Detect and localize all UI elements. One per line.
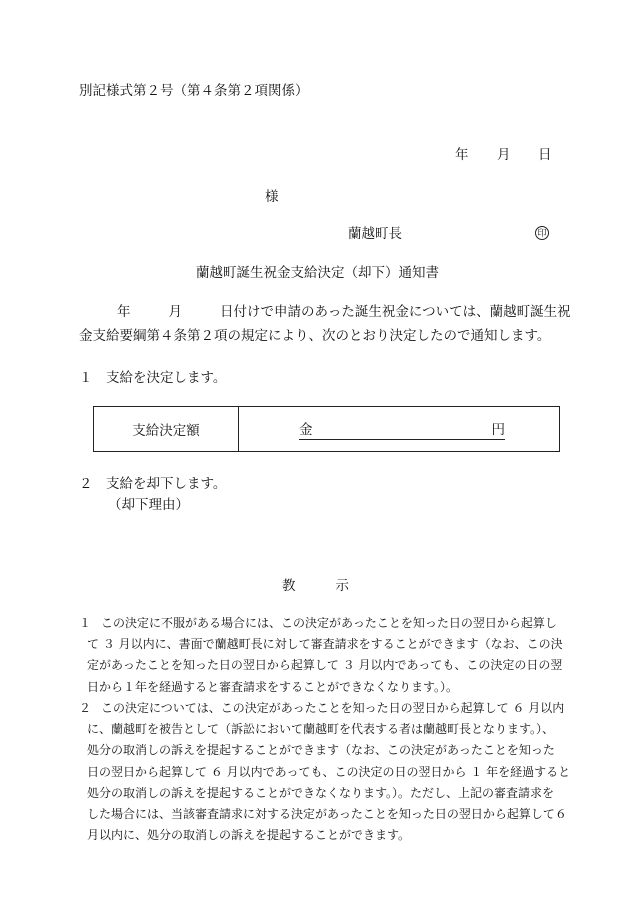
- payment-amount-label: 支給決定額: [94, 407, 239, 451]
- instructions-title-part1: 教: [282, 578, 296, 594]
- intro-line-2: 金支給要綱第４条第２項の規定により、次のとおり決定したので通知します。: [79, 328, 551, 344]
- instruction-item-1-line: 定があったことを知った日の翌日から起算して ３ 月以内であっても、この決定の日の翌: [87, 658, 563, 673]
- date-month-label: 月: [497, 147, 511, 163]
- instruction-item-2-line: 日の翌日から起算して ６ 月以内であっても、この決定の日の翌日から １ 年を経過すると: [87, 764, 571, 779]
- instruction-item-1: [79, 613, 563, 698]
- instruction-item-2-line: この決定については、この決定があったことを知った日の翌日から起算して ６ 月以内: [101, 701, 565, 715]
- date-year-label: 年: [455, 147, 469, 163]
- instruction-item-2: [79, 698, 571, 846]
- intro-line-1: [79, 303, 571, 321]
- intro-year-label: 年: [117, 304, 131, 320]
- instruction-item-1-number: １: [79, 616, 92, 630]
- rejection-reason-label: （却下理由）: [108, 497, 189, 513]
- instruction-item-1-line: 日から１年を経過すると審査請求をすることができなくなります。）。: [87, 679, 459, 694]
- issuer-name: 蘭越町長: [348, 226, 402, 242]
- intro-month-label: 月: [168, 304, 182, 320]
- document-title: 蘭越町誕生祝金支給決定（却下）通知書: [196, 265, 439, 281]
- amount-underline: [299, 421, 505, 440]
- date-day-label: 日: [538, 147, 552, 163]
- section-approve-heading: １ 支給を決定します。: [79, 370, 227, 386]
- instruction-item-2-line: した場合には、当該審査請求に対する決定があったことを知った日の翌日から起算して６: [87, 807, 567, 822]
- instruction-item-1-line: て ３ 月以内に、書面で蘭越町長に対して審査請求をすることができます（なお、この決: [87, 637, 563, 652]
- addressee-suffix: 様: [265, 189, 279, 205]
- payment-amount-cell: [239, 407, 559, 451]
- instruction-item-2-number: ２: [79, 701, 92, 715]
- instruction-item-2-line: 処分の取消しの訴えを提起することができます（なお、この決定があったことを知った: [87, 743, 555, 758]
- amount-prefix: 金: [299, 422, 313, 438]
- instructions-title: [282, 577, 349, 595]
- instruction-item-2-line: 処分の取消しの訴えを提起することができなくなります。）。ただし、上記の審査請求を: [87, 785, 555, 800]
- instruction-item-2-line: 月以内に、処分の取消しの訴えを提起することができます。: [87, 828, 411, 843]
- form-number: 別記様式第２号（第４条第２項関係）: [79, 83, 309, 99]
- instruction-item-1-line: この決定に不服がある場合には、この決定があったことを知った日の翌日から起算し: [101, 616, 557, 630]
- section-reject-heading: ２ 支給を却下します。: [79, 476, 227, 492]
- instruction-item-2-line: に、蘭越町を被告として（訴訟において蘭越町を代表する者は蘭越町長となります。）、: [87, 722, 555, 737]
- amount-unit: 円: [491, 422, 505, 438]
- payment-amount-table: [93, 406, 560, 452]
- instructions-title-part2: 示: [335, 578, 349, 594]
- seal-mark: 印: [535, 226, 549, 240]
- intro-text-rest: 日付けで申請のあった誕生祝金については、蘭越町誕生祝: [220, 304, 571, 320]
